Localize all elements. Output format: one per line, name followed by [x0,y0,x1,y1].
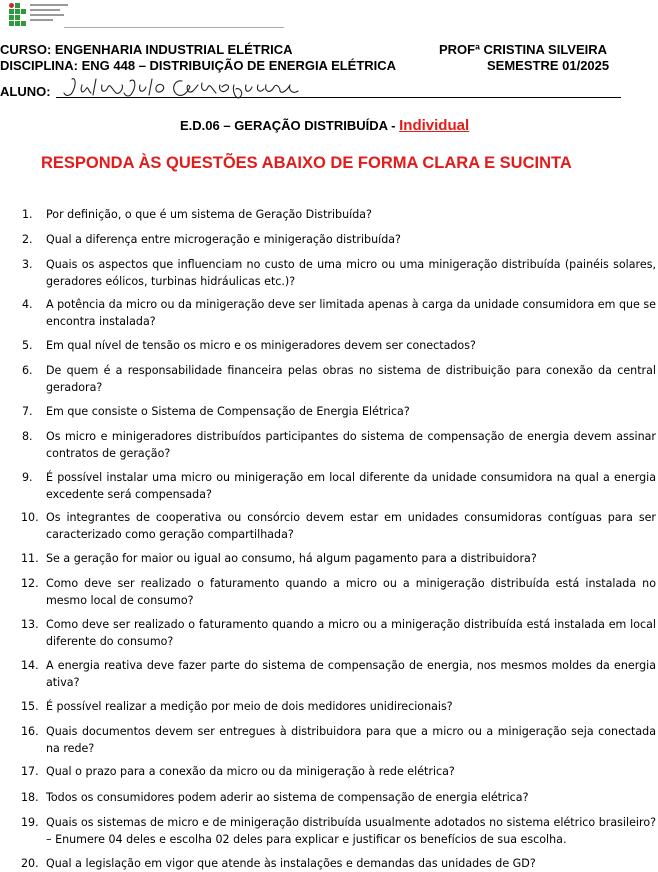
question-number: 15. [21,700,39,713]
discipline-label: DISCIPLINA: ENG 448 – DISTRIBUIÇÃO DE ENERGIA ELÉTRICA [0,58,397,73]
instruction-banner: RESPONDA ÀS QUESTÕES ABAIXO DE FORMA CLARA E SUCINTA [41,154,572,172]
document-title [180,117,469,134]
question-number: 4. [22,298,33,311]
question-text: É possível realizar a medição por meio de dois medidores unidirecionais? [46,700,453,713]
question-number: 6. [22,364,33,377]
question-text: A energia reativa deve fazer parte do sistema de compensação de energia, nos mesmos moldes da energia ativa? [46,659,656,689]
question-number: 7. [22,405,33,418]
question-number: 18. [21,791,39,804]
question-text: Como deve ser realizado o faturamento quando a micro ou a minigeração distribuída está instalada em local diferente do consumo? [46,618,656,648]
question-number: 12. [21,577,39,590]
question-number: 9. [22,471,33,484]
question-text: De quem é a responsabilidade financeira pelas obras no sistema de distribuição para conexão da central geradora? [46,364,656,394]
logo-text-lines [30,4,68,26]
question-number: 11. [21,552,39,565]
question-text: Quais os aspectos que influenciam no custo de uma micro ou uma minigeração distribuída (painéis solares, geradores eólicos, turbinas hidráulicas etc.)? [46,258,656,288]
question-number: 13. [21,618,39,631]
question-text: Os integrantes de cooperativa ou consórcio devem estar em unidades consumidoras contíguas para ser caracterizado como geração compartilhada? [46,511,656,541]
question-number: 19. [21,816,39,829]
title-individual-highlight: Individual [399,117,470,134]
question-number: 10. [21,511,39,524]
question-number: 14. [21,659,39,672]
question-text: Se a geração for maior ou igual ao consumo, há algum pagamento para a distribuidora? [46,552,537,565]
question-number: 3. [22,258,33,271]
course-label: CURSO: ENGENHARIA INDUSTRIAL ELÉTRICA [0,42,293,57]
professor-label: PROFª CRISTINA SILVEIRA [439,42,608,57]
question-text: Em que consiste o Sistema de Compensação de Energia Elétrica? [46,405,410,418]
student-label: ALUNO: [0,84,51,99]
question-text: Qual a diferença entre microgeração e minigeração distribuída? [46,233,401,246]
question-number: 8. [22,430,33,443]
question-text: Qual o prazo para a conexão da micro ou da minigeração à rede elétrica? [46,765,455,778]
institute-logo [8,2,68,28]
question-text: Qual a legislação em vigor que atende às instalações e demandas das unidades de GD? [46,857,536,870]
question-text: Todos os consumidores podem aderir ao sistema de compensação de energia elétrica? [46,791,529,804]
header-rule [64,27,284,28]
question-text: Como deve ser realizado o faturamento quando a micro ou a minigeração distribuída está instalada no mesmo local de consumo? [46,577,656,607]
question-text: A potência da micro ou da minigeração deve ser limitada apenas à carga da unidade consumidora em que se encontra instalada? [46,298,656,328]
title-main: E.D.06 – GERAÇÃO DISTRIBUÍDA - [180,118,400,133]
semester-label: SEMESTRE 01/2025 [487,58,610,73]
logo-red-dot [9,3,14,8]
question-number: 16. [21,725,39,738]
question-number: 20. [21,857,39,870]
question-number: 17. [21,765,39,778]
question-text: Quais os sistemas de micro e de minigeração distribuída usualmente adotados no sistema elétrico brasileiro? – Enumere 04 deles e escolha 02 deles para explicar e justificar os benefícios de sua escolha. [46,816,656,846]
handwritten-student-name [60,73,310,101]
question-text: É possível instalar uma micro ou minigeração em local diferente da unidade consumidora na qual a energia excedente será compensada? [46,471,656,501]
question-text: Em qual nível de tensão os micro e os minigeradores devem ser conectados? [46,339,476,352]
question-text: Por definição, o que é um sistema de Geração Distribuída? [46,208,372,221]
question-number: 2. [22,233,33,246]
question-number: 1. [22,208,33,221]
question-text: Os micro e minigeradores distribuídos participantes do sistema de compensação de energia devem assinar contratos de geração? [46,430,656,460]
question-text: Quais documentos devem ser entregues à distribuidora para que a micro ou a minigeração seja conectada na rede? [46,725,656,755]
question-number: 5. [22,339,33,352]
